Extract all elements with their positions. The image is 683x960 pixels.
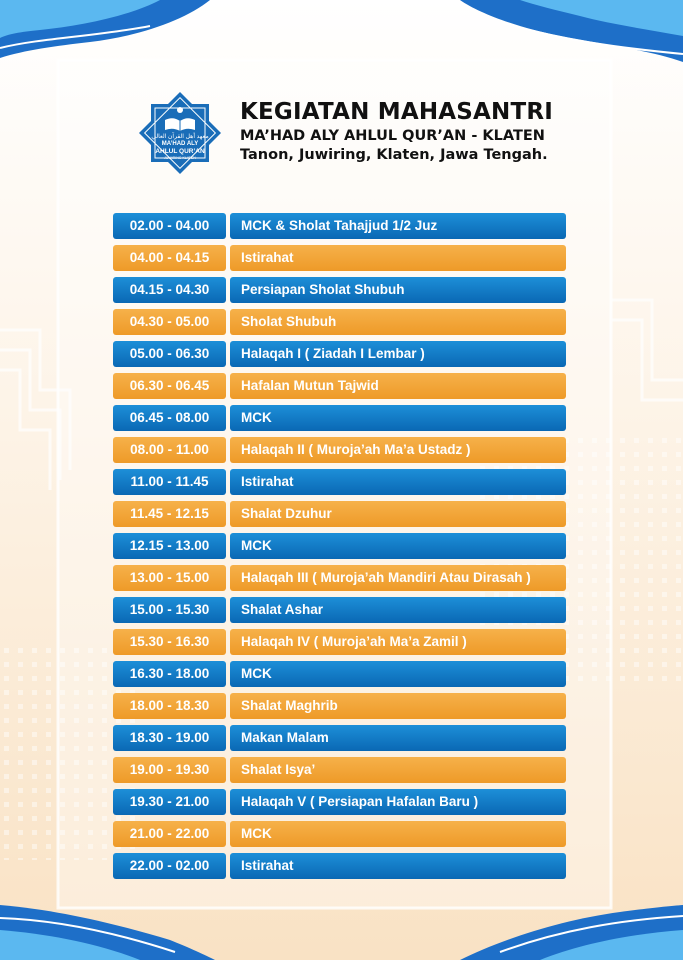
logo-arabic-text: معهد أهل القرآن العالي [151,134,209,140]
schedule-row [113,757,566,783]
schedule-activity: MCK [230,533,566,559]
schedule-time: 18.30 - 19.00 [113,725,226,751]
schedule-activity: Halaqah III ( Muroja’ah Mandiri Atau Dirasah ) [230,565,566,591]
institution-name: MA’HAD ALY AHLUL QUR’AN - KLATEN [240,128,545,144]
schedule-activity: Shalat Isya’ [230,757,566,783]
schedule-activity: Shalat Dzuhur [230,501,566,527]
schedule-activity: MCK [230,661,566,687]
schedule-activity: Makan Malam [230,725,566,751]
institution-logo [137,90,223,176]
logo-line-1: MA’HAD ALY [161,141,199,147]
logo-line-3: JUWIRING KLATEN [164,156,196,160]
schedule-time: 12.15 - 13.00 [113,533,226,559]
schedule-time: 16.30 - 18.00 [113,661,226,687]
schedule-activity: Istirahat [230,469,566,495]
institution-address: Tanon, Juwiring, Klaten, Jawa Tengah. [240,147,548,163]
schedule-activity: Sholat Shubuh [230,309,566,335]
schedule-row [113,469,566,495]
schedule-row [113,661,566,687]
schedule-activity: Shalat Maghrib [230,693,566,719]
header [0,0,683,200]
schedule-activity: Halaqah V ( Persiapan Hafalan Baru ) [230,789,566,815]
schedule-time: 19.30 - 21.00 [113,789,226,815]
schedule-row [113,213,566,239]
schedule-time: 08.00 - 11.00 [113,437,226,463]
schedule-row [113,853,566,879]
schedule-time: 11.45 - 12.15 [113,501,226,527]
schedule-time: 15.30 - 16.30 [113,629,226,655]
schedule-time: 18.00 - 18.30 [113,693,226,719]
schedule-row [113,277,566,303]
schedule-activity: MCK [230,405,566,431]
schedule-activity: Halaqah IV ( Muroja’ah Ma’a Zamil ) [230,629,566,655]
schedule-row [113,533,566,559]
schedule-activity: MCK & Sholat Tahajjud 1/2 Juz [230,213,566,239]
schedule-row [113,821,566,847]
schedule-row [113,597,566,623]
logo-line-2: AHLUL QUR’AN [155,148,205,155]
page-title: KEGIATAN MAHASANTRI [240,99,554,125]
schedule-time: 11.00 - 11.45 [113,469,226,495]
schedule-activity: Halaqah II ( Muroja’ah Ma’a Ustadz ) [230,437,566,463]
schedule-time: 04.00 - 04.15 [113,245,226,271]
schedule-row [113,309,566,335]
schedule-time: 02.00 - 04.00 [113,213,226,239]
schedule-time: 04.30 - 05.00 [113,309,226,335]
schedule-activity: Istirahat [230,245,566,271]
schedule-row [113,565,566,591]
schedule-time: 13.00 - 15.00 [113,565,226,591]
schedule-row [113,341,566,367]
schedule-activity: Halaqah I ( Ziadah I Lembar ) [230,341,566,367]
schedule-activity: Hafalan Mutun Tajwid [230,373,566,399]
schedule-time: 06.45 - 08.00 [113,405,226,431]
schedule-activity: Shalat Ashar [230,597,566,623]
schedule-time: 04.15 - 04.30 [113,277,226,303]
schedule-time: 21.00 - 22.00 [113,821,226,847]
schedule-time: 15.00 - 15.30 [113,597,226,623]
schedule-row [113,629,566,655]
schedule-row [113,789,566,815]
schedule-activity: Istirahat [230,853,566,879]
schedule-time: 05.00 - 06.30 [113,341,226,367]
schedule-activity: Persiapan Sholat Shubuh [230,277,566,303]
schedule-row [113,405,566,431]
schedule-time: 19.00 - 19.30 [113,757,226,783]
schedule-row [113,437,566,463]
schedule-time: 22.00 - 02.00 [113,853,226,879]
schedule-activity: MCK [230,821,566,847]
schedule-row [113,725,566,751]
schedule-row [113,501,566,527]
schedule-row [113,373,566,399]
schedule-table [113,213,566,885]
schedule-time: 06.30 - 06.45 [113,373,226,399]
schedule-row [113,245,566,271]
schedule-row [113,693,566,719]
